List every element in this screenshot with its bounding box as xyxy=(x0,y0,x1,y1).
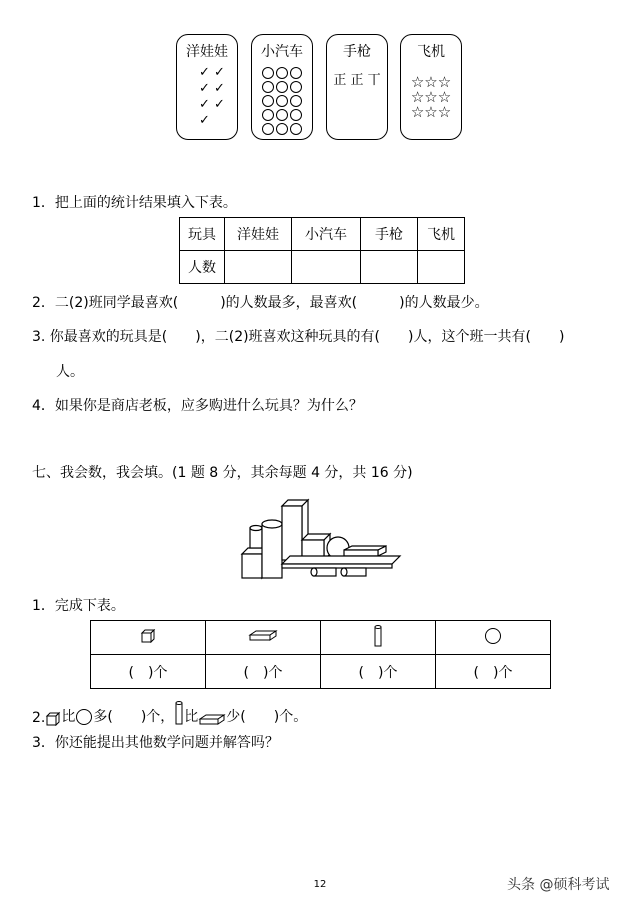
circle-icon xyxy=(262,95,274,107)
q2-compare-word-2: 比 xyxy=(184,709,199,725)
tick-row: ✓ ✓ xyxy=(199,65,225,80)
tick-marks xyxy=(177,65,237,129)
cube-icon xyxy=(45,711,61,726)
q2-less-text: 少( )个。 xyxy=(226,709,308,725)
circle-icon xyxy=(290,81,302,93)
question-3: 3. 你最喜欢的玩具是( )，二(2)班喜欢这种玩具的有( )人，这个班一共有( ) xyxy=(32,329,565,345)
tally-card-plane xyxy=(400,34,462,140)
card-title: 洋娃娃 xyxy=(186,44,228,60)
cylinder-icon xyxy=(373,624,383,648)
star-row: ☆☆☆ xyxy=(410,88,452,106)
question-2: 2．二(2)班同学最喜欢( )的人数最多，最喜欢( )的人数最少。 xyxy=(32,295,489,311)
table-row xyxy=(180,251,465,284)
answer-cell[interactable] xyxy=(418,251,465,284)
circle-icon xyxy=(276,67,288,79)
circle-icon xyxy=(290,95,302,107)
shape-header-cell xyxy=(206,621,321,655)
answer-cell[interactable]: ( )个 xyxy=(91,655,206,689)
shape-count-table xyxy=(90,620,551,689)
tally-card-doll xyxy=(176,34,238,140)
card-title: 飞机 xyxy=(417,44,445,60)
circle-icon xyxy=(290,67,302,79)
star-row: ☆☆☆ xyxy=(410,103,452,121)
answer-cell[interactable] xyxy=(225,251,292,284)
circle-icon xyxy=(290,109,302,121)
table-header-cell: 玩具 xyxy=(180,218,225,251)
table-header-cell: 飞机 xyxy=(418,218,465,251)
toy-count-table xyxy=(179,217,465,284)
circle-marks xyxy=(252,65,312,135)
table-header-cell: 洋娃娃 xyxy=(225,218,292,251)
watermark-text: 头条 @硕科考试 xyxy=(507,877,610,893)
page-number: 12 xyxy=(313,879,327,890)
star-row: ☆☆☆ xyxy=(410,73,452,91)
sphere-icon xyxy=(75,708,93,726)
tally-marks: 正 正 丅 xyxy=(333,73,381,88)
answer-cell[interactable] xyxy=(361,251,418,284)
q2-number: 2. xyxy=(32,710,46,726)
card-title: 小汽车 xyxy=(261,44,303,60)
section-7-question-3: 3．你还能提出其他数学问题并解答吗？ xyxy=(32,735,279,751)
cylinder-icon xyxy=(174,700,184,726)
answer-cell[interactable] xyxy=(292,251,361,284)
cube-icon xyxy=(140,629,156,643)
tally-card-gun xyxy=(326,34,388,140)
stacked-shapes-illustration xyxy=(236,492,402,584)
circle-icon xyxy=(262,109,274,121)
circle-icon xyxy=(276,109,288,121)
question-4: 4．如果你是商店老板，应多购进什么玩具？为什么？ xyxy=(32,398,363,414)
question-3-continued: 人。 xyxy=(56,364,84,380)
tally-card-car xyxy=(251,34,313,140)
section-7-heading: 七、我会数，我会填。(1 题 8 分，其余每题 4 分，共 16 分) xyxy=(32,465,413,481)
shape-header-cell xyxy=(436,621,551,655)
question-1: 1．把上面的统计结果填入下表。 xyxy=(32,195,237,211)
card-title: 手枪 xyxy=(343,44,371,60)
table-row xyxy=(91,655,551,689)
circle-icon xyxy=(276,123,288,135)
cuboid-icon xyxy=(248,630,278,642)
answer-cell[interactable]: ( )个 xyxy=(206,655,321,689)
section-7-question-2 xyxy=(32,700,307,726)
shape-header-cell xyxy=(91,621,206,655)
q2-more-text: 多( )个， xyxy=(93,709,175,725)
circle-icon xyxy=(276,81,288,93)
table-header-cell: 小汽车 xyxy=(292,218,361,251)
tick-row: ✓ ✓ xyxy=(199,81,225,96)
answer-cell[interactable]: ( )个 xyxy=(436,655,551,689)
cuboid-icon xyxy=(198,713,226,726)
circle-icon xyxy=(262,123,274,135)
table-header-cell: 手枪 xyxy=(361,218,418,251)
circle-icon xyxy=(262,81,274,93)
circle-icon xyxy=(290,123,302,135)
shape-header-cell xyxy=(321,621,436,655)
table-row xyxy=(180,218,465,251)
answer-cell[interactable]: ( )个 xyxy=(321,655,436,689)
sphere-icon xyxy=(484,627,502,645)
table-row-label: 人数 xyxy=(180,251,225,284)
star-marks xyxy=(401,75,461,120)
section-7-question-1: 1．完成下表。 xyxy=(32,598,125,614)
table-row xyxy=(91,621,551,655)
circle-icon xyxy=(262,67,274,79)
circle-icon xyxy=(276,95,288,107)
tick-row: ✓ xyxy=(199,113,210,128)
q2-compare-word: 比 xyxy=(61,709,76,725)
tick-row: ✓ ✓ xyxy=(199,97,225,112)
